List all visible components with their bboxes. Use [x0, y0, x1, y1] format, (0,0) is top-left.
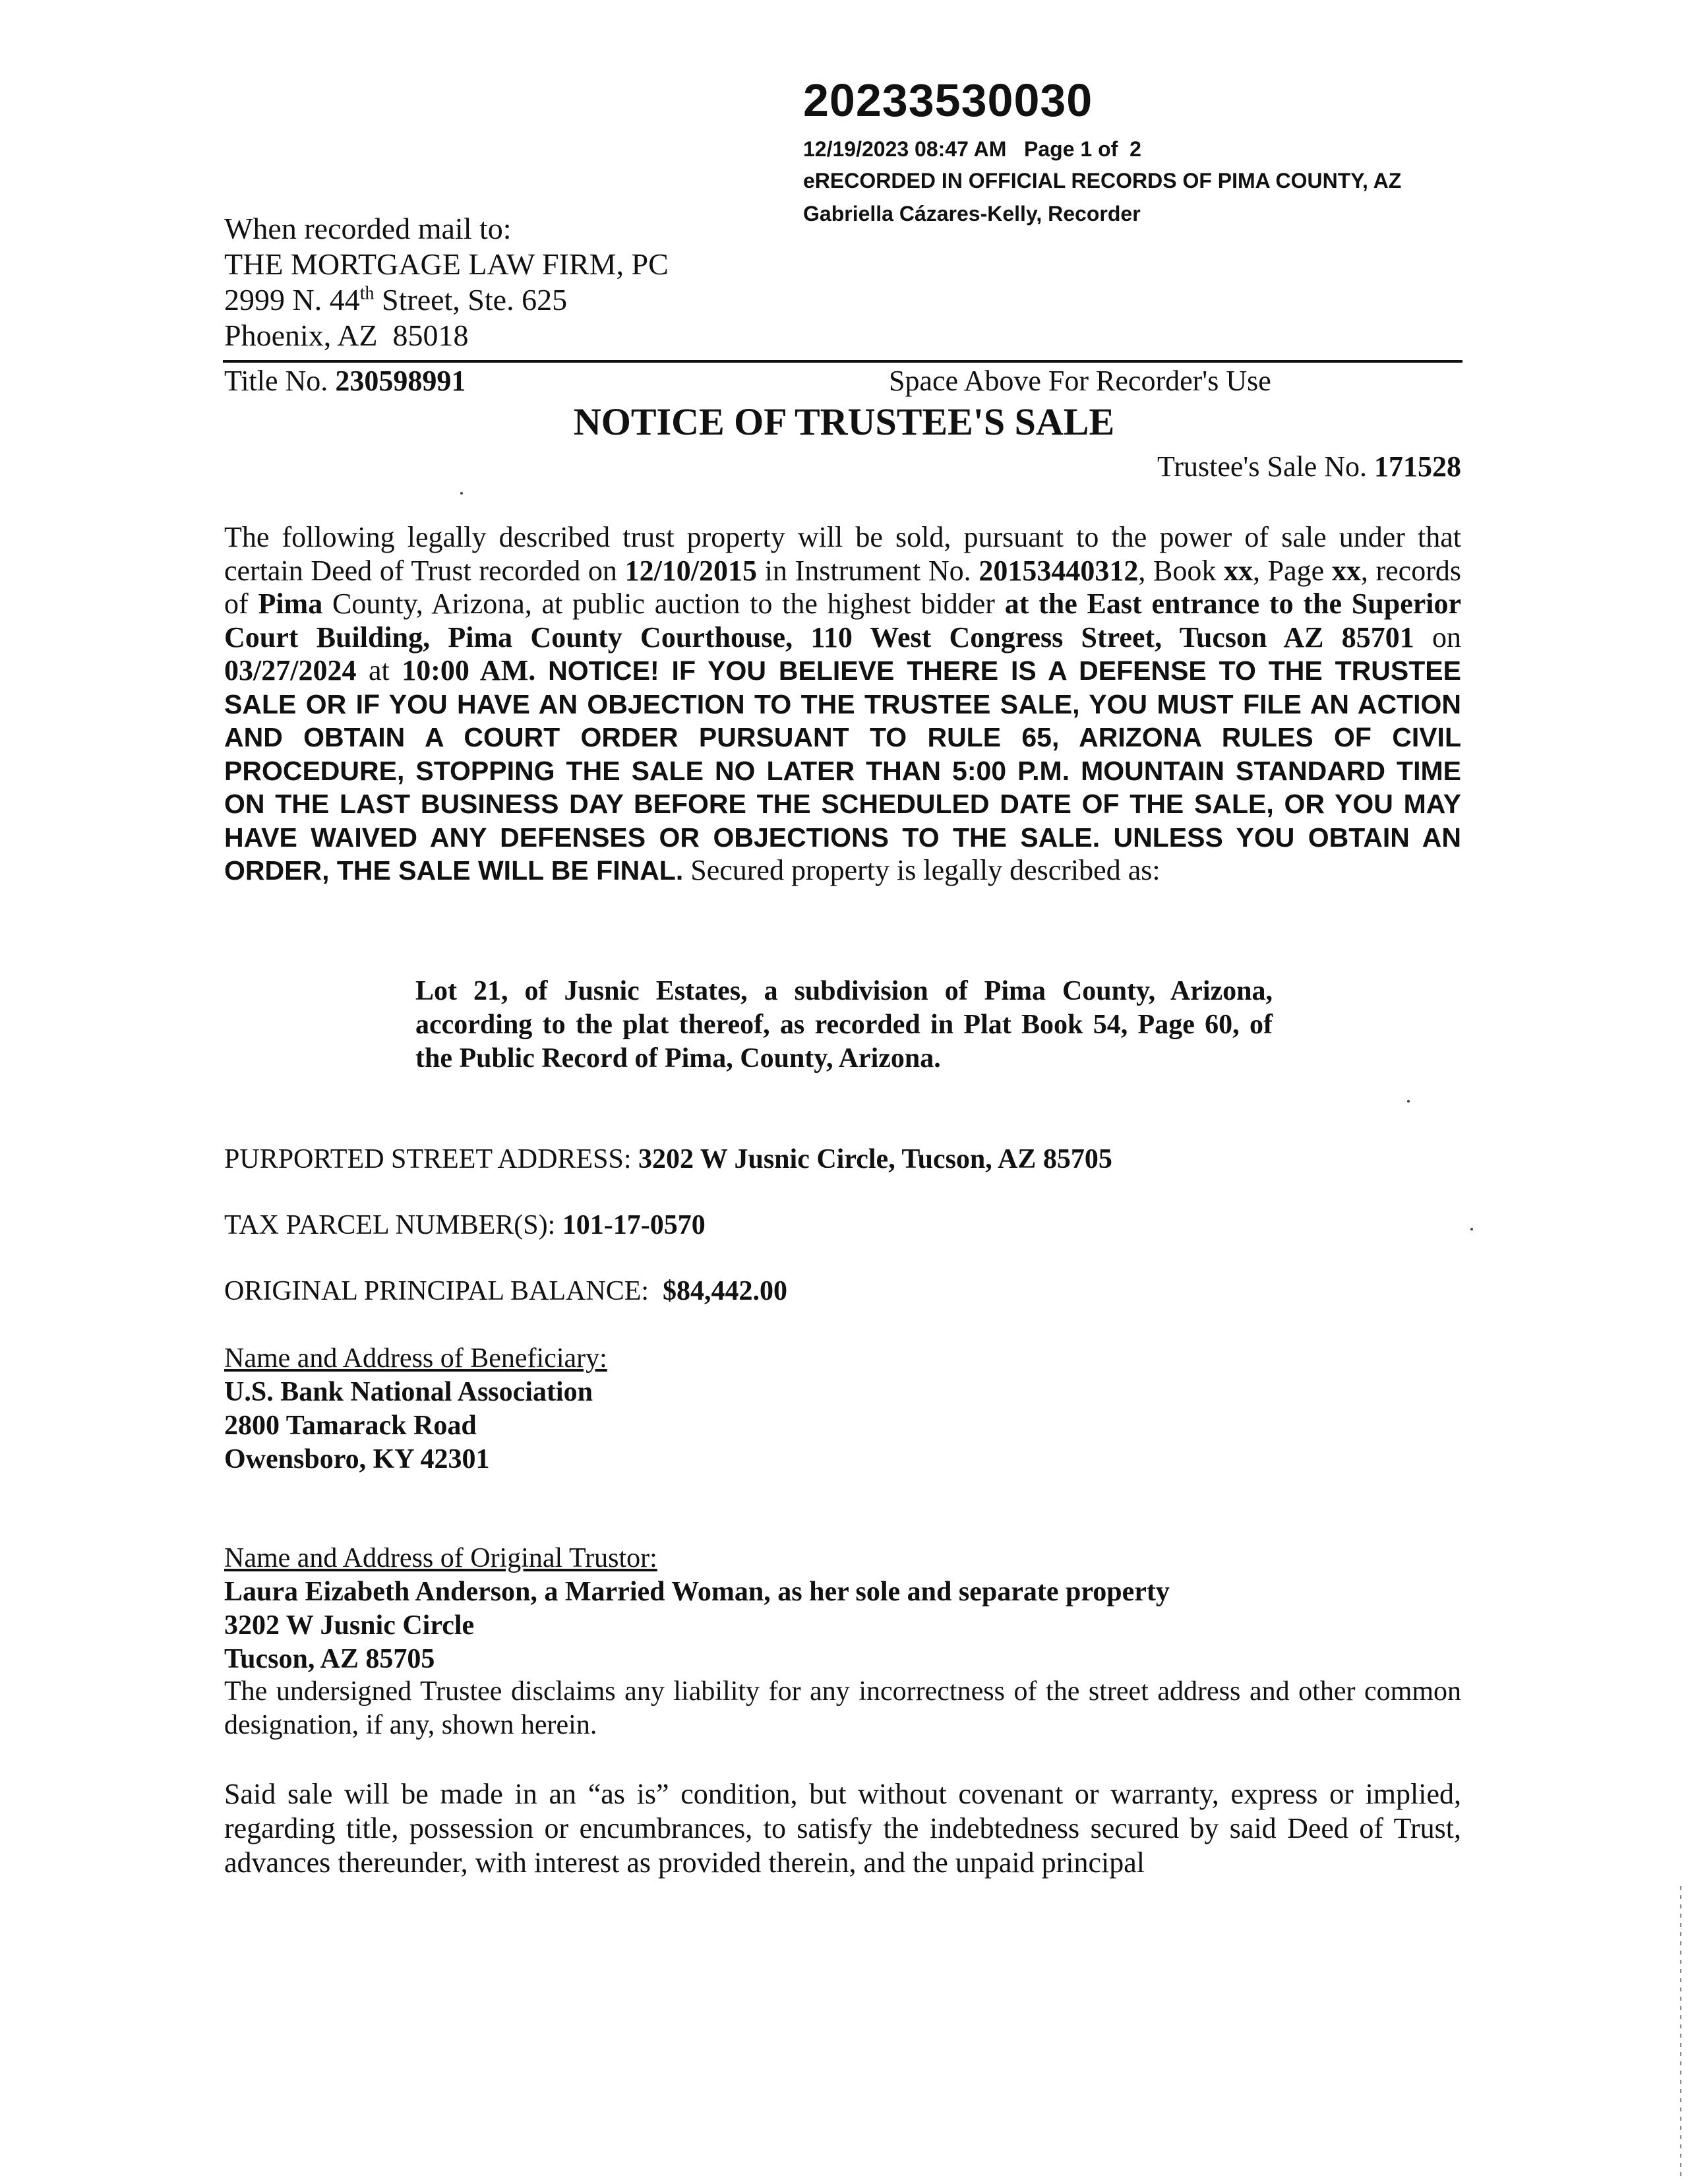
principal-balance-field	[224, 1275, 787, 1307]
trustee-sale-number	[224, 450, 1461, 483]
sale-notice-paragraph	[224, 521, 1461, 888]
trustor-label: Name and Address of Original Trustor:	[224, 1543, 657, 1573]
title-number-value: 230598991	[335, 365, 466, 397]
trustor-block	[224, 1542, 1170, 1676]
sale-location: at the East entrance to the Superior Court Building, Pima County Courthouse, 110 West Congress Street, Tucson AZ 85701	[224, 588, 1462, 653]
sale-date: 03/27/2024	[224, 654, 357, 686]
page-number: xx	[1331, 554, 1361, 587]
street-number: 2999 N. 44	[224, 283, 360, 317]
text: , Page	[1252, 554, 1332, 587]
scan-speck	[1407, 1100, 1410, 1103]
legal-notice-caps: NOTICE! IF YOU BELIEVE THERE IS A DEFENSE TO THE TRUSTEE SALE OR IF YOU HAVE AN OBJECTION TO THE TRUSTEE SALE, YOU MUST FILE AN ACTION AND OBTAIN A COURT ORDER PURSUANT TO RULE 65, ARIZONA RULES OF CIVIL PROCEDURE, STOPPING THE SALE NO LATER THAN 5:00 P.M. MOUNTAIN STANDARD TIME ON THE LAST BUSINESS DAY BEFORE THE SCHEDULED DATE OF THE SALE, OR YOU MAY HAVE WAIVED ANY DEFENSES OR OBJECTIONS TO THE SALE. UNLESS YOU OBTAIN AN ORDER, THE SALE WILL BE FINAL.	[224, 655, 1461, 886]
instrument-number: 20153440312	[979, 554, 1139, 587]
recorder-name: Gabriella Cázares-Kelly, Recorder	[803, 202, 1141, 226]
county-name: Pima	[258, 588, 323, 620]
text: , Book	[1138, 554, 1224, 587]
recording-number: 20233530030	[803, 75, 1093, 126]
tax-parcel-field	[224, 1209, 706, 1241]
text: at	[356, 654, 402, 686]
principal-balance: $84,442.00	[663, 1276, 788, 1306]
text: County, Arizona, at public auction to the highest bidder	[322, 588, 1005, 620]
beneficiary-block	[224, 1342, 607, 1476]
beneficiary-name: U.S. Bank National Association	[224, 1377, 593, 1407]
disclaimer-paragraph: The undersigned Trustee disclaims any liability for any incorrectness of the street address and other common designation, if any, shown herein.	[224, 1676, 1461, 1740]
mail-to-firm: THE MORTGAGE LAW FIRM, PC	[224, 247, 669, 281]
sale-time: 10:00 AM.	[402, 654, 536, 686]
text: on	[1414, 621, 1462, 653]
recording-office: eRECORDED IN OFFICIAL RECORDS OF PIMA COUNTY, AZ	[803, 169, 1402, 193]
scan-speck	[1470, 1228, 1473, 1230]
mail-to-label: When recorded mail to:	[224, 212, 512, 245]
field-label: PURPORTED STREET ADDRESS:	[224, 1144, 638, 1174]
text: Secured property is legally described as:	[683, 854, 1160, 886]
recorder-space-label: Space Above For Recorder's Use	[889, 365, 1271, 397]
street-name: Street, Ste. 625	[374, 283, 568, 317]
mail-to-city: Phoenix, AZ 85018	[224, 318, 469, 352]
street-address-field	[224, 1143, 1112, 1175]
title-number-label: Title No.	[224, 365, 336, 397]
trustor-name: Laura Eizabeth Anderson, a Married Woman, as her sole and separate property	[224, 1577, 1170, 1607]
header-divider	[223, 360, 1462, 363]
sale-number-value: 171528	[1374, 450, 1461, 483]
trustor-city: Tucson, AZ 85705	[224, 1644, 435, 1674]
book-number: xx	[1223, 554, 1253, 587]
beneficiary-label: Name and Address of Beneficiary:	[224, 1343, 607, 1374]
text: The following legally described trust property will be sold, pursuant to the power of sale under that certain Deed of Trust recorded on	[224, 521, 1461, 587]
beneficiary-city: Owensboro, KY 42301	[224, 1444, 490, 1474]
as-is-paragraph: Said sale will be made in an “as is” condition, but without covenant or warranty, express or implied, regarding title, possession or encumbrances, to satisfy the indebtedness secured by said Deed of Trust, advances thereunder, with interest as provided therein, and the unpaid principal	[224, 1778, 1461, 1879]
trustor-street: 3202 W Jusnic Circle	[224, 1610, 475, 1641]
street-ordinal: th	[359, 283, 375, 304]
tax-parcel-number: 101-17-0570	[562, 1210, 706, 1240]
title-number	[224, 364, 466, 398]
legal-description: Lot 21, of Jusnic Estates, a subdivision of Pima County, Arizona, according to the plat thereof, as recorded in Plat Book 54, Page 60, of the Public Record of Pima, County, Arizona.	[415, 976, 1273, 1074]
scan-speck	[460, 492, 463, 495]
mail-to-street	[224, 282, 567, 317]
recorded-date: 12/10/2015	[624, 554, 758, 587]
scan-edge-mark	[1680, 1886, 1681, 2176]
document-title: NOTICE OF TRUSTEE'S SALE	[573, 400, 1115, 443]
field-label: ORIGINAL PRINCIPAL BALANCE:	[224, 1276, 663, 1306]
beneficiary-street: 2800 Tamarack Road	[224, 1410, 477, 1441]
recording-datetime: 12/19/2023 08:47 AM Page 1 of 2	[803, 137, 1141, 161]
text: , records of	[224, 554, 1461, 620]
text: in Instrument No.	[757, 554, 979, 587]
sale-number-label: Trustee's Sale No.	[1157, 450, 1374, 483]
street-address: 3202 W Jusnic Circle, Tucson, AZ 85705	[638, 1144, 1112, 1174]
field-label: TAX PARCEL NUMBER(S):	[224, 1210, 562, 1240]
